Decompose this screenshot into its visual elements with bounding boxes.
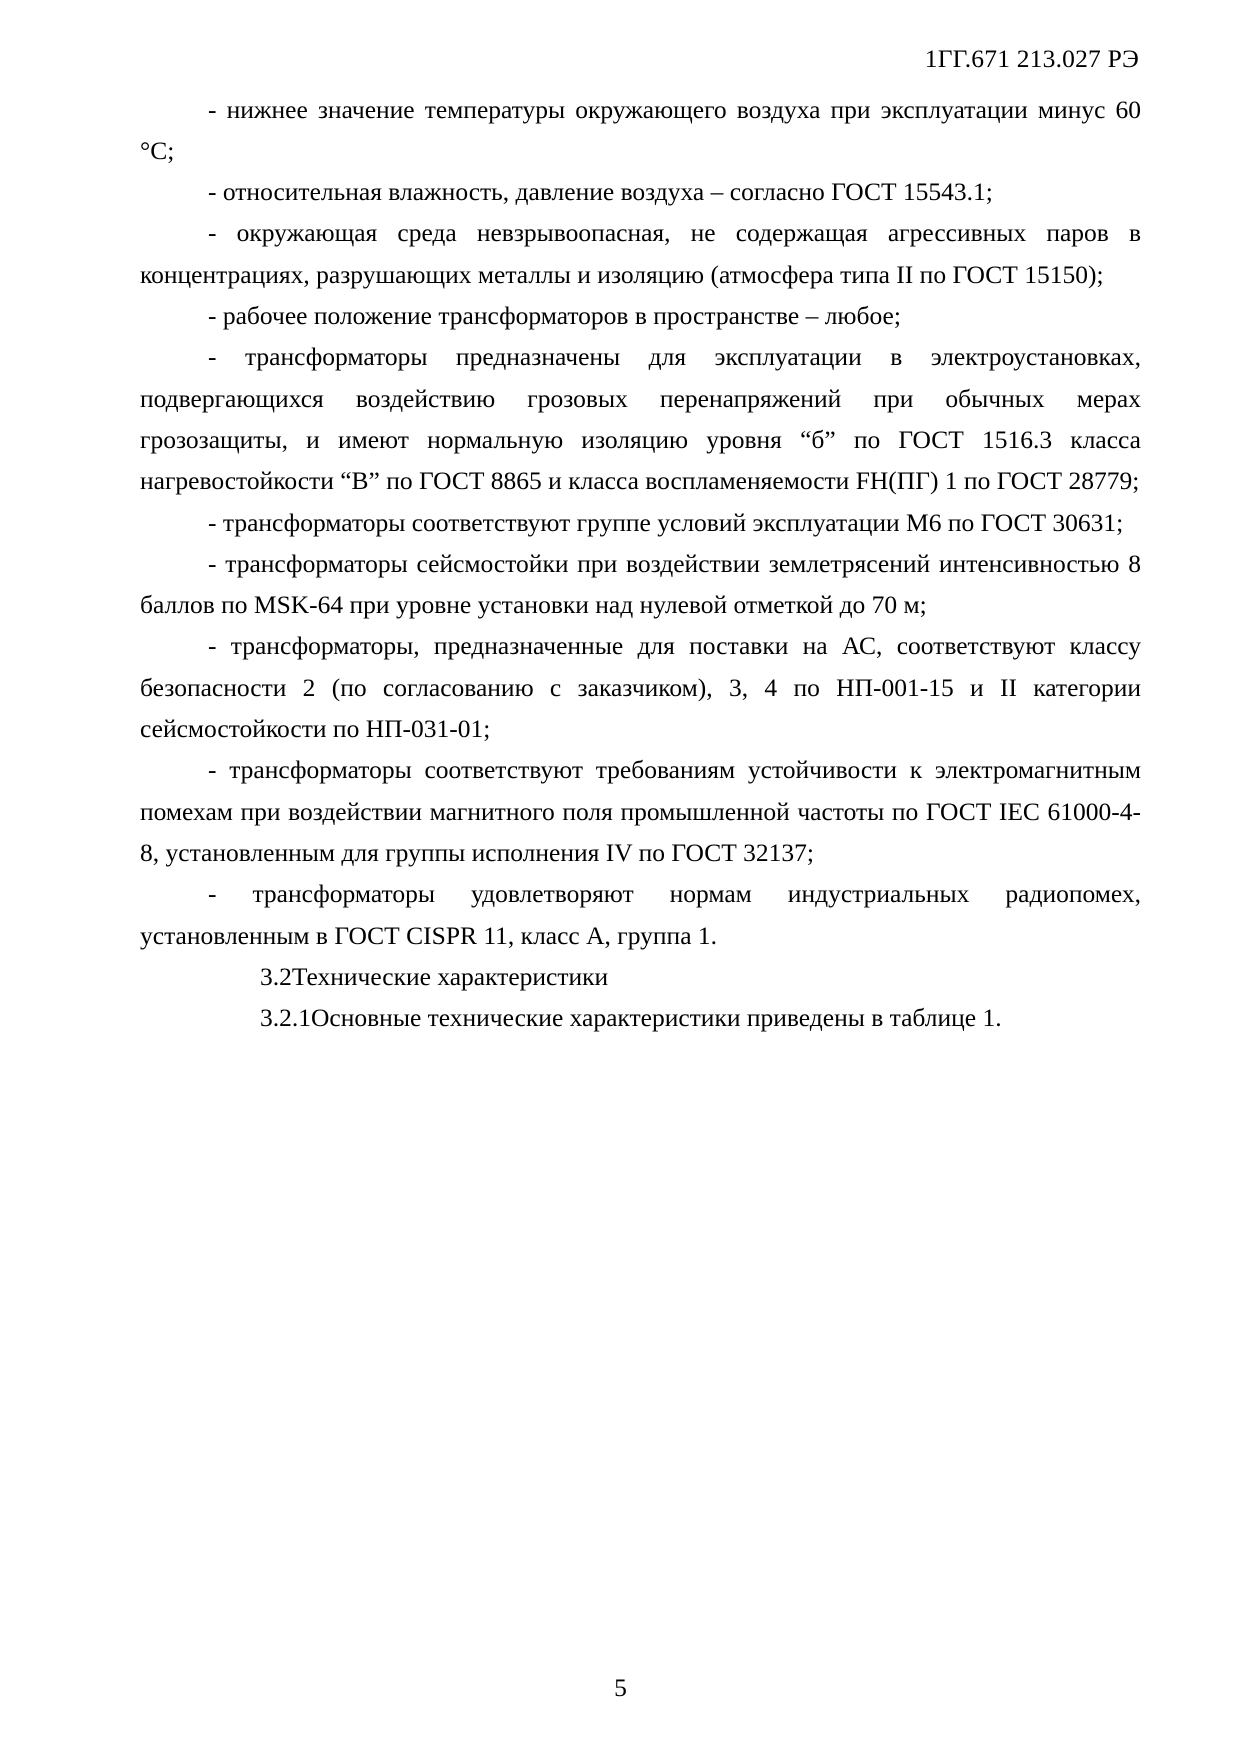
document-body	[140, 89, 1141, 1039]
list-item: - трансформаторы предназначены для эксплуатации в электроустановках, подвергающихся воздействию грозовых перенапряжений при обычных мерах грозозащиты, и имеют нормальную изоляцию уровня “б” по ГОСТ 1516.3 класса нагревостойкости “B” по ГОСТ 8865 и класса воспламеняемости FH(ПГ) 1 по ГОСТ 28779;	[140, 342, 1141, 496]
list-item: - трансформаторы сейсмостойки при воздействии землетрясений интенсивностью 8 баллов по MSK-64 при уровне установки над нулевой отметкой до 70 м;	[140, 548, 1141, 620]
section-title: Основные технические характеристики приведены в таблице 1.	[311, 1003, 1002, 1033]
list-item: - нижнее значение температуры окружающего воздуха при эксплуатации минус 60 °C;	[140, 94, 1141, 165]
list-item: - окружающая среда невзрывоопасная, не содержащая агрессивных паров в концентрациях, разрушающих металлы и изоляцию (атмосфера типа II по ГОСТ 15150);	[140, 218, 1141, 289]
section-title: Технические характеристики	[291, 961, 609, 991]
section-heading	[140, 956, 1141, 997]
list-item: - относительная влажность, давление воздуха – согласно ГОСТ 15543.1;	[208, 177, 993, 207]
section-number: 3.2.1	[260, 1003, 311, 1033]
document-header-code: 1ГГ.671 213.027 РЭ	[924, 44, 1139, 73]
list-item: - рабочее положение трансформаторов в пространстве – любое;	[208, 301, 901, 331]
list-item: - трансформаторы соответствуют требованиям устойчивости к электромагнитным помехам при воздействии магнитного поля промышленной частоты по ГОСТ IEC 61000-4-8, установленным для группы исполнения IV по ГОСТ 32137;	[140, 755, 1141, 867]
section-number: 3.2	[260, 961, 292, 991]
list-item: - трансформаторы соответствуют группе условий эксплуатации М6 по ГОСТ 30631;	[208, 507, 1124, 537]
section-heading	[140, 997, 1141, 1038]
list-item: - трансформаторы, предназначенные для поставки на АС, соответствуют классу безопасности 2 (по согласованию с заказчиком), 3, 4 по НП-001-15 и II категории сейсмостойкости по НП-031-01;	[140, 631, 1141, 744]
list-item: - трансформаторы удовлетворяют нормам индустриальных радиопомех, установленным в ГОСТ CISPR 11, класс А, группа 1.	[140, 879, 1141, 950]
page-number: 5	[614, 1673, 627, 1702]
